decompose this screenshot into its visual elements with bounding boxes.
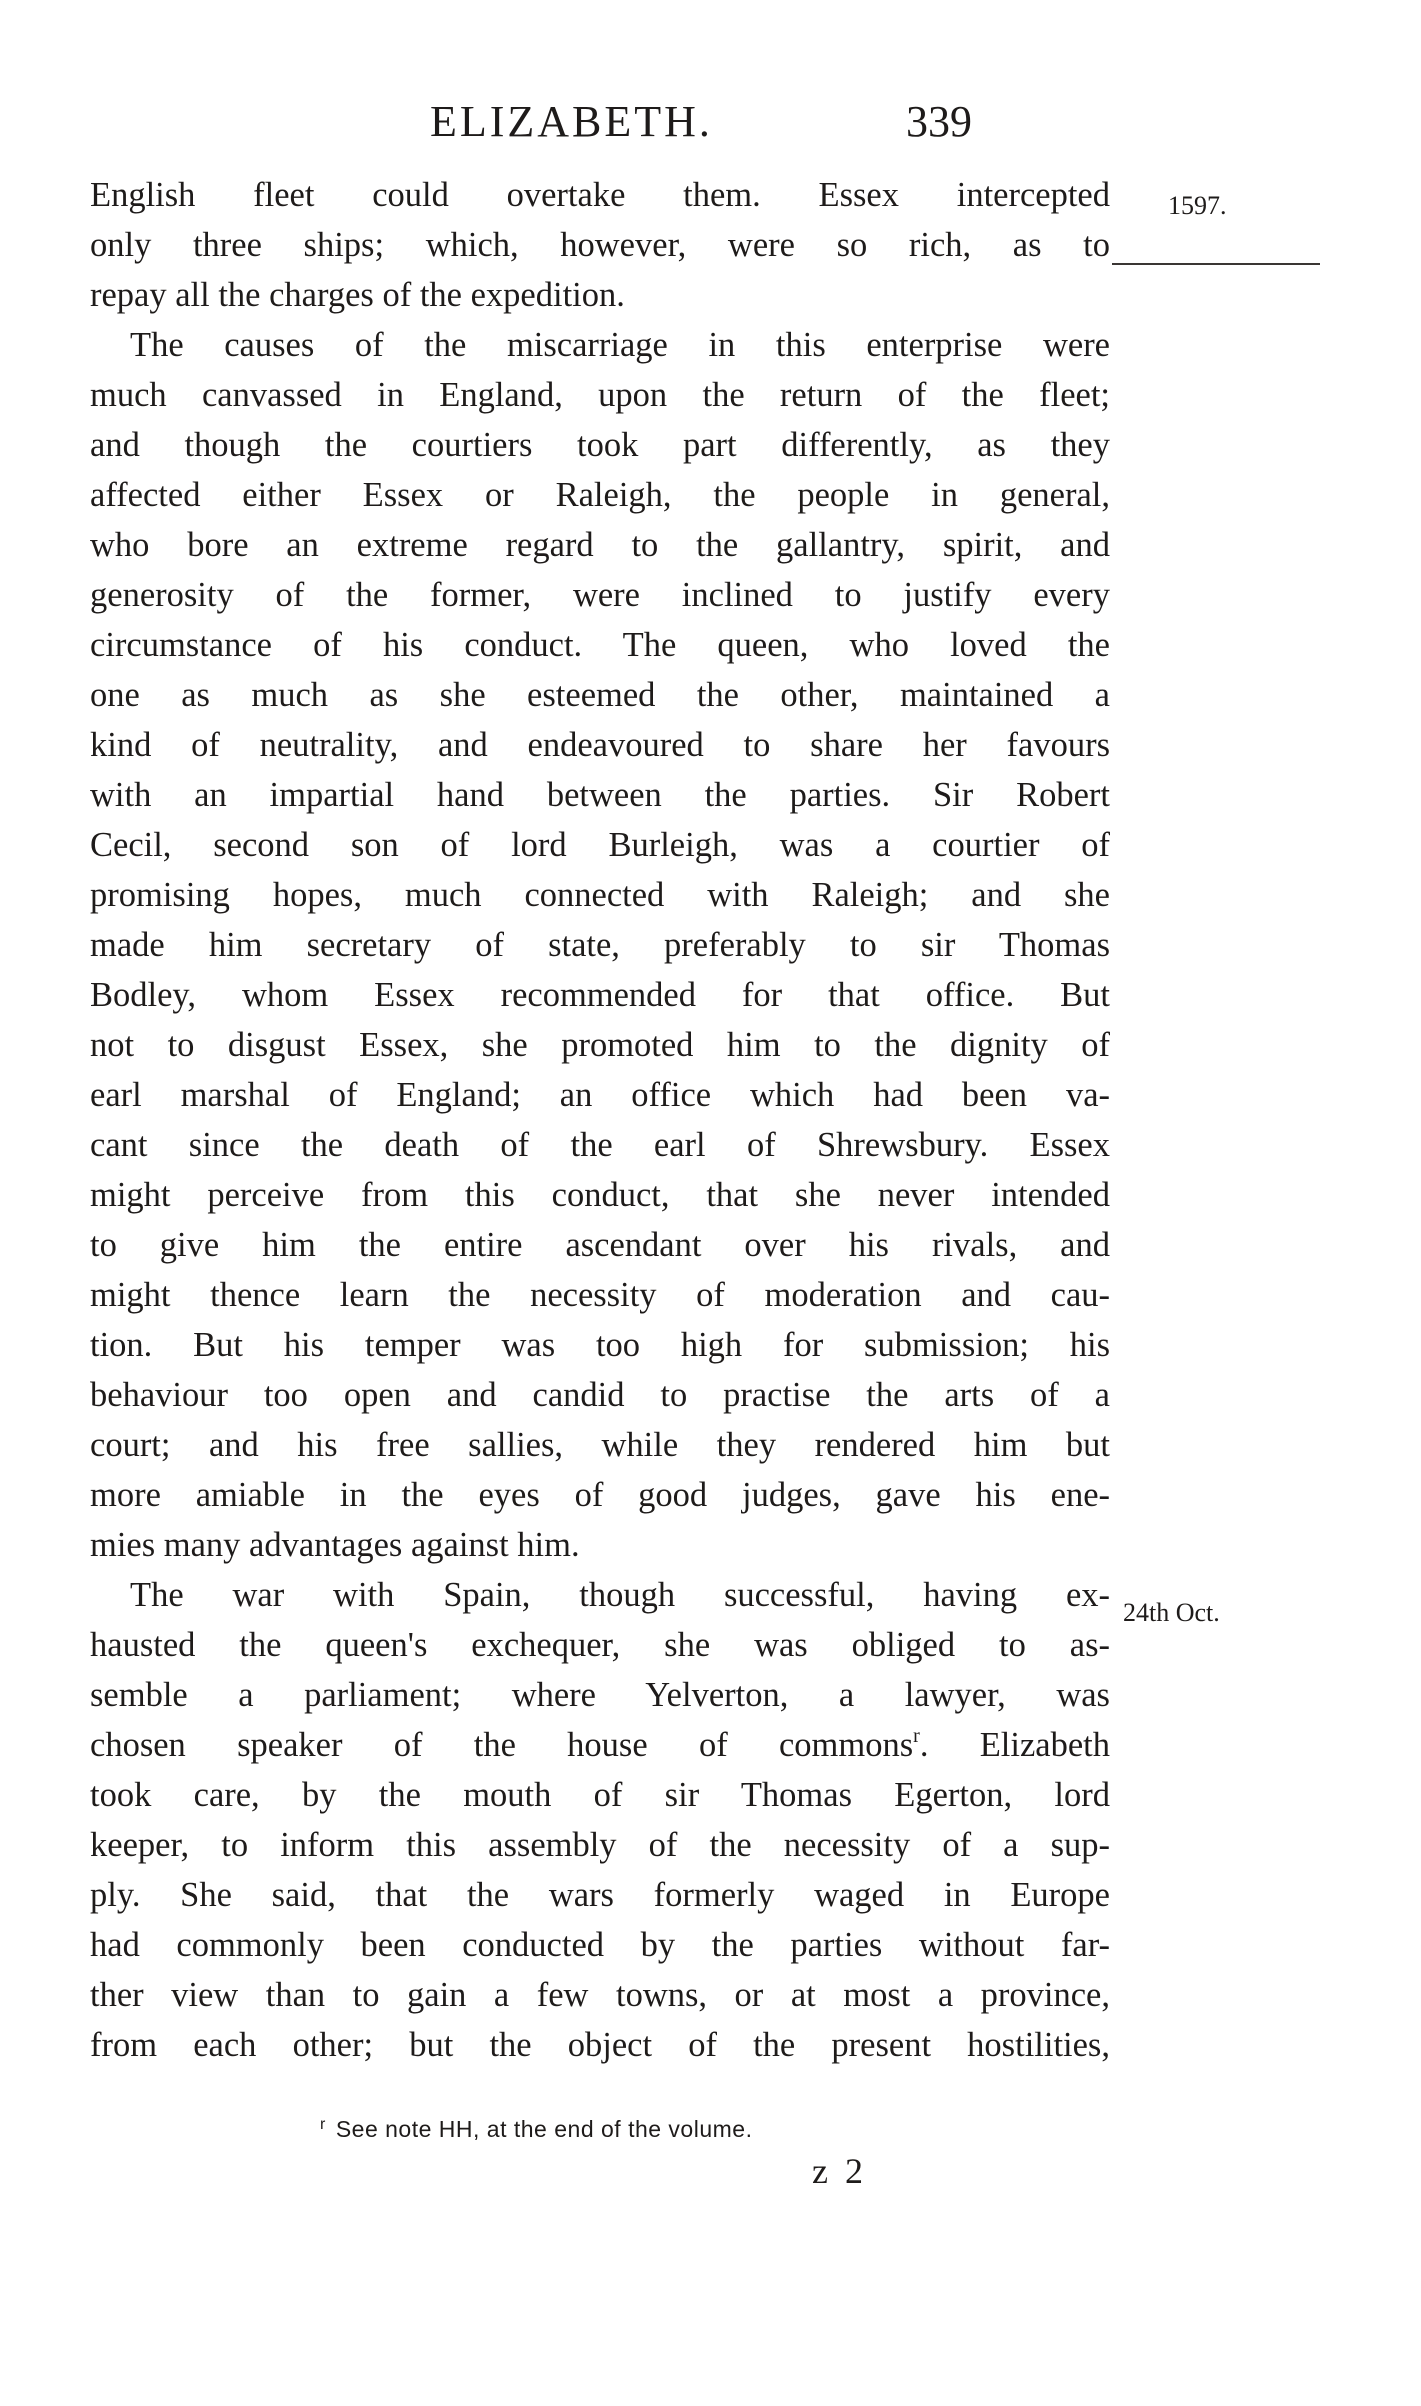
text-line: made him secretary of state, preferably to sir Thomas <box>90 926 1110 964</box>
margin-note-date: 24th Oct. <box>1123 1598 1220 1627</box>
text-line: earl marshal of England; an office which had been va- <box>90 1076 1110 1114</box>
running-title: ELIZABETH. <box>430 97 713 146</box>
text-segment: chosen speaker of the house of commons <box>90 1726 914 1764</box>
running-head <box>90 96 1110 160</box>
text-line: might perceive from this conduct, that she never intended <box>90 1176 1110 1214</box>
page-number: 339 <box>906 97 972 146</box>
text-line: and though the courtiers took part differently, as they <box>90 426 1110 464</box>
text-line: generosity of the former, were inclined to justify every <box>90 576 1110 614</box>
text-line: took care, by the mouth of sir Thomas Egerton, lord <box>90 1776 1110 1814</box>
text-line: had commonly been conducted by the parties without far- <box>90 1926 1110 1964</box>
text-line: not to disgust Essex, she promoted him to the dignity of <box>90 1026 1110 1064</box>
footnote-reference: r <box>913 1725 920 1747</box>
text-line: Cecil, second son of lord Burleigh, was a courtier of <box>90 826 1110 864</box>
text-line: behaviour too open and candid to practise the arts of a <box>90 1376 1110 1414</box>
text-line: might thence learn the necessity of moderation and cau- <box>90 1276 1110 1314</box>
text-line: much canvassed in England, upon the return of the fleet; <box>90 376 1110 414</box>
text-line: semble a parliament; where Yelverton, a lawyer, was <box>90 1676 1110 1714</box>
text-line: ply. She said, that the wars formerly waged in Europe <box>90 1876 1110 1914</box>
text-line: ther view than to gain a few towns, or at most a province, <box>90 1976 1110 2014</box>
main-text <box>90 170 1110 2070</box>
text-line: who bore an extreme regard to the gallantry, spirit, and <box>90 526 1110 564</box>
text-line: cant since the death of the earl of Shrewsbury. Essex <box>90 1126 1110 1164</box>
text-line: mies many advantages against him. <box>90 1526 580 1564</box>
text-line: keeper, to inform this assembly of the necessity of a sup- <box>90 1826 1110 1864</box>
text-line: to give him the entire ascendant over his rivals, and <box>90 1226 1110 1264</box>
text-line: kind of neutrality, and endeavoured to share her favours <box>90 726 1110 764</box>
text-line: English fleet could overtake them. Essex intercepted <box>90 176 1110 214</box>
footnote-marker: r <box>320 2116 326 2133</box>
text-line: court; and his free sallies, while they rendered him but <box>90 1426 1110 1464</box>
signature-mark: z 2 <box>812 2151 867 2191</box>
text-line: from each other; but the object of the present hostilities, <box>90 2026 1110 2064</box>
text-line: circumstance of his conduct. The queen, who loved the <box>90 626 1110 664</box>
text-line: tion. But his temper was too high for submission; his <box>90 1326 1110 1364</box>
text-line: with an impartial hand between the parties. Sir Robert <box>90 776 1110 814</box>
footnote-text: See note HH, at the end of the volume. <box>335 2116 753 2142</box>
margin-note-year: 1597. <box>1168 191 1227 220</box>
text-line-with-footnote-ref <box>90 1720 1110 1770</box>
text-line: repay all the charges of the expedition. <box>90 276 625 314</box>
paragraph-start-line: The causes of the miscarriage in this enterprise were <box>130 326 1110 364</box>
text-line: hausted the queen's exchequer, she was obliged to as- <box>90 1626 1110 1664</box>
paragraph-start-line: The war with Spain, though successful, having ex- <box>130 1576 1110 1614</box>
margin-rule <box>1112 263 1320 265</box>
text-line: promising hopes, much connected with Raleigh; and she <box>90 876 1110 914</box>
text-line: Bodley, whom Essex recommended for that office. But <box>90 976 1110 1014</box>
text-segment: . Elizabeth <box>919 1726 1110 1764</box>
text-line: affected either Essex or Raleigh, the people in general, <box>90 476 1110 514</box>
text-line: more amiable in the eyes of good judges, gave his ene- <box>90 1476 1110 1514</box>
footnote <box>320 2116 752 2143</box>
text-line: one as much as she esteemed the other, maintained a <box>90 676 1110 714</box>
text-line: only three ships; which, however, were so rich, as to <box>90 226 1110 264</box>
